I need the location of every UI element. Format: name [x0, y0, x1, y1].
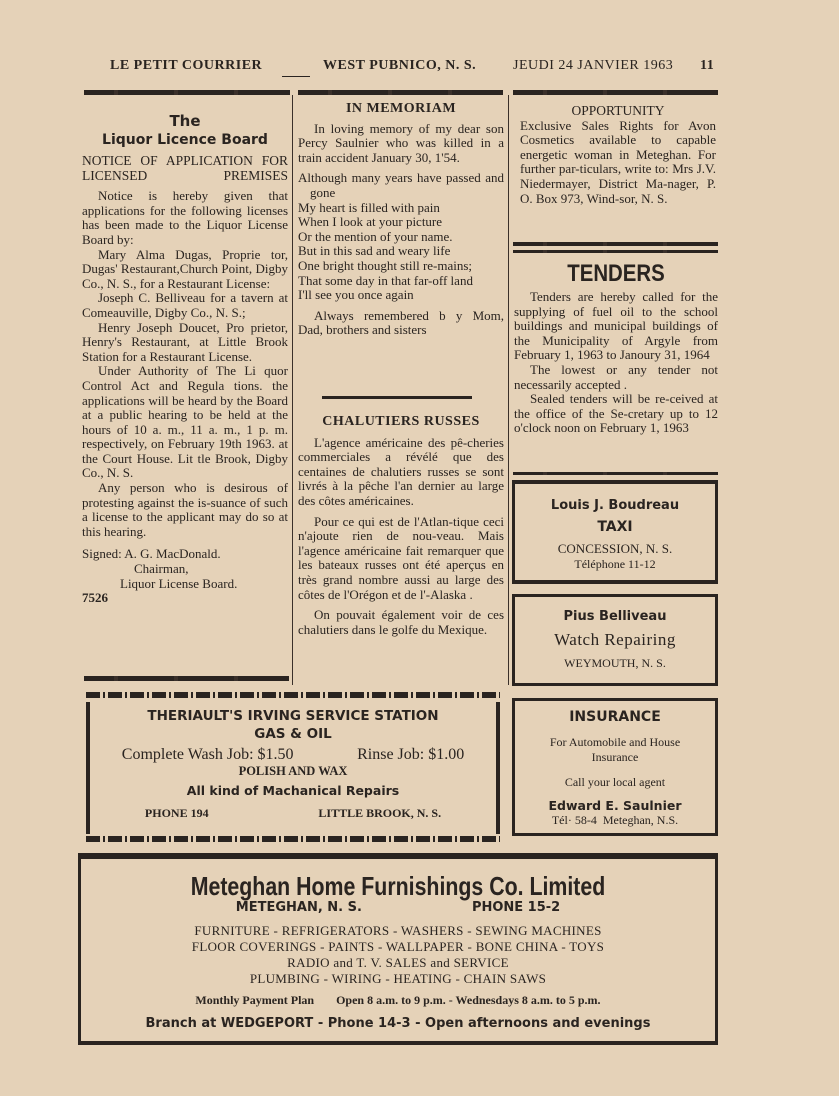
paragraph: On pouvait également voir de ces chalutiers dans le golfe du Mexique. — [298, 607, 504, 637]
poem-line: But in this sad and weary life — [298, 243, 451, 259]
memoriam-closing: Always remembered b y Mom, Dad, brothers and sisters — [298, 307, 504, 338]
liquor-licence-notice — [82, 112, 288, 606]
taxi-location: CONCESSION, N. S. — [557, 541, 673, 556]
polish-line: POLISH AND WAX — [238, 764, 348, 778]
paragraph: Mary Alma Dugas, Proprie tor, Dugas' Restaurant,Church Point, Digby Co., N. S., for a Restaurant License: — [82, 246, 288, 291]
divider — [322, 396, 472, 399]
paragraph: Joseph C. Belliveau for a tavern at Comeauville, Digby Co., N. S.; — [82, 290, 288, 320]
meteghan-furnishings-ad — [78, 859, 718, 1045]
paper-name: LE PETIT COURRIER — [110, 58, 263, 73]
poem-line: When I look at your picture — [298, 214, 443, 230]
in-memoriam — [298, 102, 504, 338]
poem-line: That some day in that far-off land — [298, 272, 473, 288]
poem-line: My heart is filled with pain — [298, 199, 440, 215]
divider — [84, 90, 290, 95]
store-hours: Open 8 a.m. to 9 p.m. - Wednesdays 8 a.m. to 5 p.m. — [336, 993, 601, 1007]
chalutiers-article — [298, 415, 504, 637]
watch-owner: Pius Belliveau — [563, 609, 667, 624]
insurance-tel: Tél· 58-4 — [551, 813, 597, 827]
rinse-price: Rinse Job: $1.00 — [357, 746, 465, 763]
divider — [298, 90, 503, 95]
paragraph: Under Authority of The Li quor Control Act and Regula tions. the applications will be heard by the Board at a public hearing to be held at the hours of 10 a. m., 11 a. m., 1 p. m. respectively, on February 19th 1963. at the Court House. Lit tle Brook, Digby Co., N. S. — [82, 363, 288, 481]
memoriam-intro: In loving memory of my dear son Percy Saulnier who was killed in a train accident January 30, 1'54. — [298, 120, 504, 165]
store-name: Meteghan Home Furnishings Co. Limited — [190, 871, 606, 901]
store-phone: PHONE 15-2 — [471, 900, 561, 915]
product-line: PLUMBING - WIRING - HEATING - CHAIN SAWS — [249, 971, 547, 986]
divider — [84, 676, 289, 681]
opportunity-ad — [520, 104, 716, 206]
taxi-phone: Téléphone 11-12 — [574, 557, 656, 571]
signature: Signed: A. G. MacDonald. — [82, 546, 221, 562]
watch-repair-ad — [512, 594, 718, 686]
paragraph: L'agence américaine des pê-cheries commerciales a révélé que des centaines de chalutiers russes se sont livrés à la pêche l'an dernier au large des côtes américaines. — [298, 434, 504, 508]
payment-plan: Monthly Payment Plan — [195, 993, 315, 1007]
store-town: METEGHAN, N. S. — [235, 900, 362, 915]
theriault-ad — [86, 702, 500, 834]
station-location: LITTLE BROOK, N. S. — [318, 806, 442, 820]
repairs-line: All kind of Machanical Repairs — [186, 783, 400, 798]
paragraph: Notice is hereby given that applications for the following licenses has been made to the Liquor License Board by: — [82, 188, 288, 247]
signer-role: Chairman, — [134, 561, 189, 577]
poem-line: I'll see you once again — [298, 287, 414, 303]
insurance-agent: Edward E. Saulnier — [548, 798, 682, 813]
paragraph: Henry Joseph Doucet, Pro prietor, Henry's Restaurant, at Little Brook Station for a Restaurant License. — [82, 319, 288, 364]
taxi-ad — [512, 480, 718, 584]
product-line: FURNITURE - REFRIGERATORS - WASHERS - SEWING MACHINES — [194, 923, 602, 938]
divider — [513, 90, 718, 95]
product-line: FLOOR COVERINGS - PAINTS - WALLPAPER - BONE CHINA - TOYS — [191, 939, 605, 954]
notice-subtitle: NOTICE OF APPLICATION FOR LICENSED PREMISES — [82, 153, 288, 183]
notice-title: The — [169, 112, 201, 130]
insurance-ad — [512, 698, 718, 836]
border-chain — [86, 836, 500, 842]
watch-location: WEYMOUTH, N. S. — [564, 656, 666, 670]
insurance-line: For Automobile and House — [549, 735, 681, 749]
branch-info: Branch at WEDGEPORT - Phone 14-3 - Open afternoons and evenings — [145, 1016, 651, 1031]
divider — [513, 472, 718, 475]
border-chain — [86, 692, 500, 698]
paragraph: The lowest or any tender not necessarily accepted . — [514, 361, 718, 392]
product-line: RADIO and T. V. SALES and SERVICE — [287, 955, 509, 970]
board-name: Liquor License Board. — [120, 575, 238, 591]
taxi-service: TAXI — [597, 519, 633, 535]
watch-service: Watch Repairing — [554, 630, 676, 649]
paragraph: Tenders are hereby called for the supplying of fuel oil to the school buildings and municipal buildings of the Municipality of Argyle from February 1, 1963 to Janoury 31, 1964 — [514, 289, 718, 363]
tenders-title: TENDERS — [567, 260, 665, 287]
opportunity-title: OPPORTUNITY — [571, 103, 665, 118]
taxi-owner: Louis J. Boudreau — [550, 498, 680, 513]
station-phone: PHONE 194 — [144, 806, 209, 820]
page-number: 11 — [700, 58, 715, 73]
article-title: CHALUTIERS RUSSES — [322, 414, 480, 429]
opportunity-body: Exclusive Sales Rights for Avon Cosmetics available to capable energetic woman in Meteghan. For further par-ticulars, write to: Mrs J.V. Niedermayer, District Ma-nager, P. O. Box 973, Wind-sor, N. S. — [520, 117, 716, 206]
insurance-line: Call your local agent — [564, 775, 666, 789]
paragraph: Pour ce qui est de l'Atlan-tique ceci n'ajoute rien de nou-veau. Mais l'agence américaine fait remarquer que les bateaux russes ont été aperçus en très grand nombre aussi au large des côtes de l'Orégon et de l'-Alaska . — [298, 513, 504, 602]
station-sub: GAS & OIL — [254, 726, 332, 742]
notice-title: Liquor Licence Board — [102, 132, 268, 148]
poem-line: One bright thought still re-mains; — [298, 257, 473, 273]
divider — [513, 242, 718, 246]
wash-price: Complete Wash Job: $1.50 — [121, 746, 294, 763]
insurance-title: INSURANCE — [569, 709, 661, 725]
memoriam-title: IN MEMORIAM — [345, 101, 457, 116]
paragraph: Any person who is desirous of protesting against the is-suance of such a license to the applicant may do so at this hearing. — [82, 480, 288, 539]
insurance-town: Meteghan, N.S. — [602, 813, 679, 827]
poem-line: Although many years have passed and gone — [298, 170, 504, 200]
column-rule — [508, 95, 509, 685]
paragraph: Sealed tenders will be re-ceived at the office of the Se-cretary up to 12 o'clock noon on February 1, 1963 — [514, 391, 718, 436]
issue-date: JEUDI 24 JANVIER 1963 — [513, 58, 674, 73]
insurance-line: Insurance — [591, 750, 639, 764]
tenders-notice — [514, 258, 718, 436]
divider — [282, 76, 310, 77]
column-rule — [292, 95, 293, 685]
divider — [513, 250, 718, 253]
dateline-place: WEST PUBNICO, N. S. — [323, 58, 477, 73]
station-name: THERIAULT'S IRVING SERVICE STATION — [147, 708, 439, 724]
poem-line: Or the mention of your name. — [298, 228, 453, 244]
ad-number: 7526 — [82, 590, 108, 606]
